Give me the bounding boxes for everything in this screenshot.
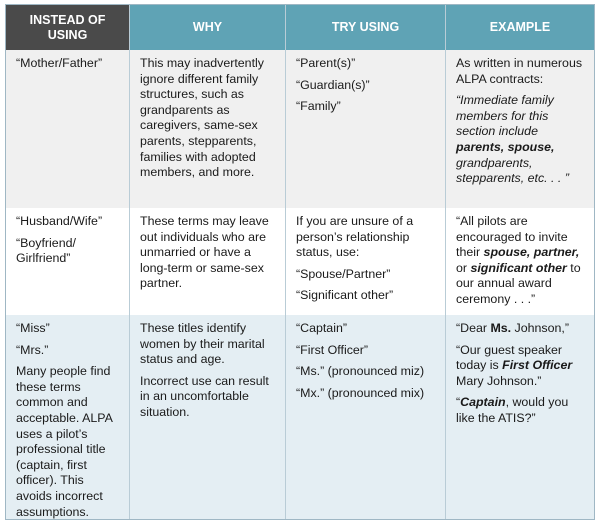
example-quote [456,343,586,390]
example-quote [456,214,586,308]
example-cell [446,50,594,208]
example-quote [456,395,586,426]
header-why: WHY [130,5,286,50]
example-text: “Immediate family members for this section include [456,93,554,139]
try-term: “Significant other” [296,288,394,303]
example-text: to our annual award ceremony . . .” [456,260,581,306]
try-term: “Spouse/Partner” [296,266,391,281]
why-cell [130,208,286,315]
why-text: These terms may leave out individuals who are unmarried or have a long-term or same-sex partner. [140,214,269,291]
instead-term: “Mrs.” [16,342,49,357]
instead-term: “Miss” [16,321,50,335]
why-text: Incorrect use can result in an uncomfortable situation. [140,373,269,419]
try-term: “Guardian(s)” [296,77,370,92]
instead-term: “Boyfriend/ Girlfriend” [16,235,76,266]
example-text: Mary Johnson.” [456,373,542,388]
example-cell [446,315,594,519]
try-term: “Captain” [296,321,347,335]
try-cell [286,315,446,519]
example-text: , would you like the ATIS?” [456,395,569,425]
example-text: or [456,260,471,275]
example-text: “All pilots are encouraged to invite their [456,214,568,260]
why-cell [130,315,286,519]
table-row [6,208,594,316]
header-try-using: TRY USING [286,5,446,50]
example-text: “ [456,395,461,410]
instead-cell [6,208,130,315]
try-term: “First Officer” [296,342,369,357]
example-quote [456,93,586,187]
example-text: grandparents, stepparents, etc. . . ” [456,155,569,186]
header-instead-of-using: INSTEAD OF USING [6,5,130,50]
table-header-row [6,5,594,50]
why-text: These titles identify women by their marital status and age. [140,321,265,367]
try-term: “Family” [296,99,341,114]
instead-cell [6,50,130,208]
example-quote [456,321,586,337]
example-emphasis: spouse, partner, [483,245,580,260]
example-text: “Dear [456,321,491,335]
try-term: “Parent(s)” [296,56,356,70]
inclusive-language-table [5,4,595,520]
example-text: “Our guest speaker today is [456,342,563,373]
table-row [6,315,594,519]
header-example: EXAMPLE [446,5,594,50]
example-intro: As written in numerous ALPA contracts: [456,56,583,86]
try-cell [286,50,446,208]
why-text: This may inadvertently ignore different family structures, such as grandparents as caregivers, same-sex parents, stepparents, families with adopted members, and more. [140,56,264,180]
try-text: If you are unsure of a person’s relationship status, use: [296,214,414,260]
example-cell [446,208,594,315]
why-cell [130,50,286,208]
instead-cell [6,315,130,519]
example-emphasis: First Officer [502,358,573,373]
instead-note: Many people find these terms common and acceptable. ALPA uses a pilot’s professional title (captain, first officer). This avoids incorrect assumptions. [16,364,113,519]
example-emphasis: significant other [470,260,567,275]
example-emphasis: Captain [460,395,506,410]
try-term: “Ms.” (pronounced miz) [296,364,425,379]
try-term: “Mx.” (pronounced mix) [296,385,425,400]
try-cell [286,208,446,315]
instead-term: “Husband/Wife” [16,214,103,228]
example-text: Johnson,” [511,321,569,335]
example-emphasis: Ms. [490,321,512,335]
example-emphasis: parents, spouse, [456,139,555,154]
table-row [6,50,594,209]
instead-term: “Mother/Father” [16,56,103,70]
